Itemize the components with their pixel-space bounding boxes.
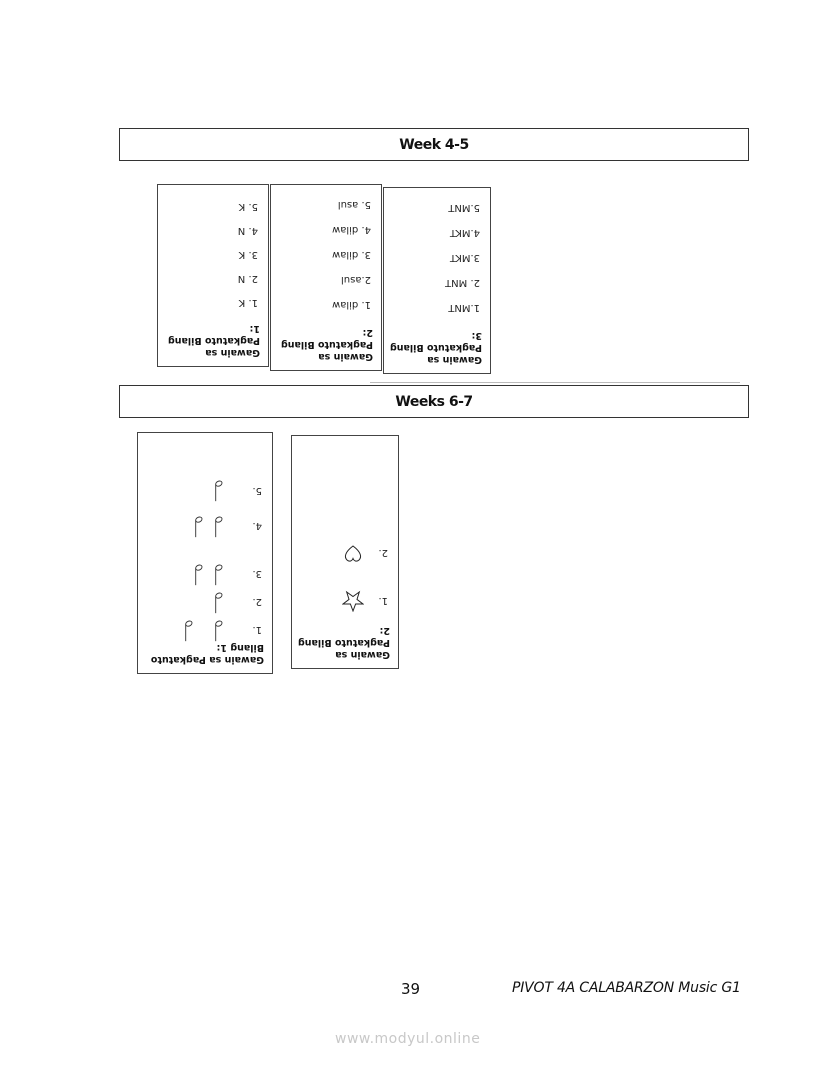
answer-item: 2. N bbox=[237, 273, 258, 284]
footer-title: PIVOT 4A CALABARZON Music G1 bbox=[512, 980, 741, 996]
box-title-line1: Gawain sa bbox=[427, 354, 482, 365]
answer-item-label: 2. bbox=[378, 547, 388, 558]
box-title bbox=[168, 322, 260, 358]
answer-item: 5.MNT bbox=[448, 202, 480, 213]
box-title-line1: Gawain sa Pagkatuto bbox=[150, 654, 264, 665]
answer-item: 5. K bbox=[238, 201, 258, 212]
box-title-number: 2: bbox=[379, 625, 390, 636]
answer-item: 3. dilaw bbox=[332, 249, 371, 260]
answer-item: 2.asul bbox=[341, 274, 371, 285]
answer-item: 1.MNT bbox=[448, 302, 480, 313]
half-note-icon bbox=[210, 619, 224, 643]
box-title bbox=[151, 641, 264, 665]
answer-item-label: 1. bbox=[252, 624, 262, 635]
week-4-5-header: Week 4-5 bbox=[119, 128, 749, 161]
answer-item-label: 2. bbox=[252, 596, 262, 607]
answer-item-label: 5. bbox=[252, 485, 262, 496]
box-title bbox=[390, 329, 482, 365]
half-note-icon bbox=[180, 619, 194, 643]
answer-box-shapes bbox=[291, 435, 399, 669]
answer-item: 5. asul bbox=[337, 199, 371, 210]
watermark: www.modyul.online bbox=[335, 1031, 481, 1047]
answer-item: 1. dilaw bbox=[332, 299, 371, 310]
answer-box-gawain-2 bbox=[270, 184, 382, 371]
box-title-line2: Pagkatuto Bilang bbox=[167, 335, 260, 346]
weeks-6-7-header: Weeks 6-7 bbox=[119, 385, 749, 418]
heart-icon bbox=[343, 544, 363, 564]
answer-item: 3.MKT bbox=[449, 252, 480, 263]
answer-item-label: 4. bbox=[252, 520, 262, 531]
half-note-icon bbox=[190, 515, 204, 539]
answer-item: 4. dilaw bbox=[332, 224, 371, 235]
answer-item: 1. K bbox=[238, 297, 258, 308]
half-note-icon bbox=[210, 515, 224, 539]
answer-item-label: 3. bbox=[252, 568, 262, 579]
box-title-number: 2: bbox=[362, 327, 373, 338]
half-note-icon bbox=[190, 563, 204, 587]
answer-item: 3. K bbox=[238, 249, 258, 260]
divider-line bbox=[370, 382, 740, 383]
answer-box-gawain-1 bbox=[157, 184, 269, 367]
half-note-icon bbox=[210, 563, 224, 587]
answer-box-notes bbox=[137, 432, 273, 674]
answer-item: 4. N bbox=[237, 225, 258, 236]
box-title bbox=[281, 326, 373, 362]
box-title-line2: Pagkatuto Bilang bbox=[389, 342, 482, 353]
half-note-icon bbox=[210, 591, 224, 615]
answer-item-label: 1. bbox=[378, 595, 388, 606]
box-title-line1: Gawain sa bbox=[318, 351, 373, 362]
box-title-line1: Gawain sa bbox=[205, 347, 260, 358]
box-title-line2: Pagkatuto Bilang bbox=[297, 637, 390, 648]
star-icon bbox=[342, 590, 364, 612]
half-note-icon bbox=[210, 479, 224, 503]
page-number: 39 bbox=[401, 980, 421, 998]
box-title bbox=[298, 624, 390, 660]
answer-item: 2. MNT bbox=[445, 277, 480, 288]
box-title-line2: Bilang 1: bbox=[216, 642, 264, 653]
box-title-line2: Pagkatuto Bilang bbox=[280, 339, 373, 350]
box-title-line1: Gawain sa bbox=[335, 649, 390, 660]
box-title-number: 3: bbox=[471, 330, 482, 341]
answer-box-gawain-3 bbox=[383, 187, 491, 374]
answer-item: 4.MKT bbox=[449, 227, 480, 238]
box-title-number: 1: bbox=[249, 323, 260, 334]
